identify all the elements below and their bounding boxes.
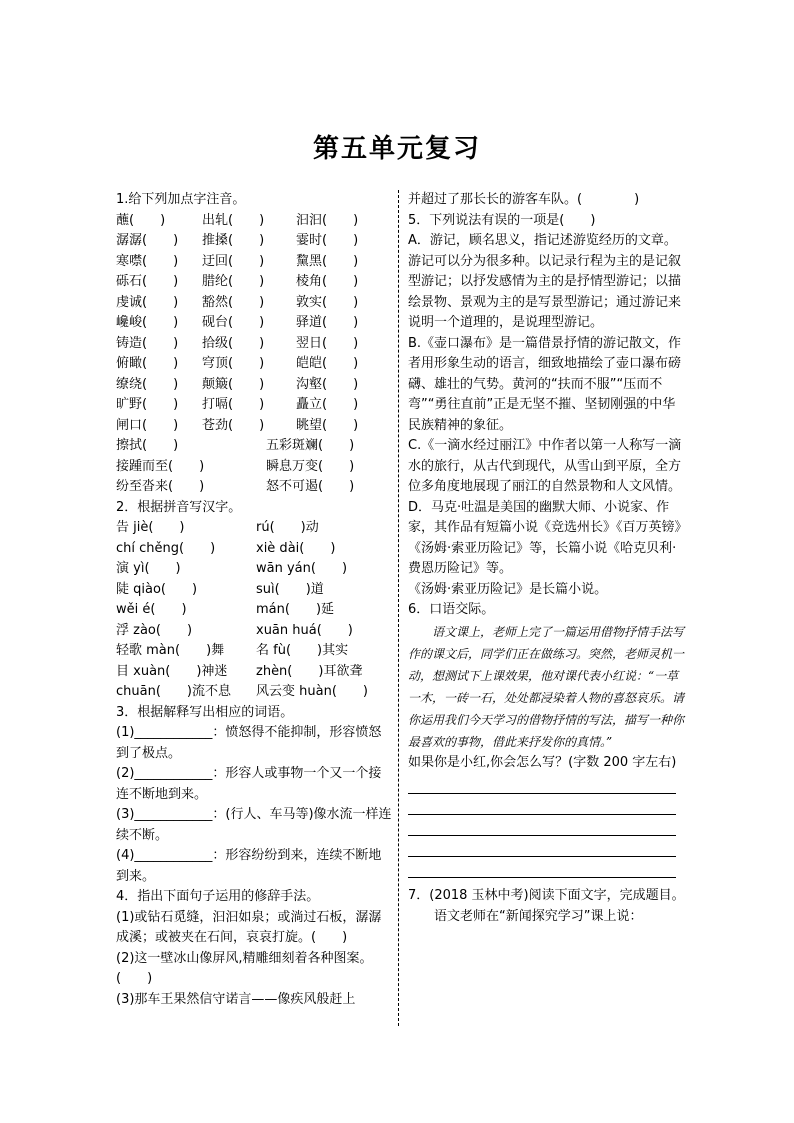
q1-item: 砚台( ) (202, 315, 265, 330)
q2-row (116, 518, 392, 539)
q2-row (116, 539, 392, 560)
q4-item: (3)那车王果然信守诺言——像疾风般赶上 (116, 991, 356, 1007)
q3-item: (3)____________：(行人、车马等)像水流一样连续不断。 (116, 807, 392, 843)
q1-item: 巉峻( ) (116, 315, 179, 330)
q1-row (116, 457, 392, 478)
q7-heading: 7．(2018 玉林中考)阅读下面文字，完成题目。 (408, 888, 685, 903)
q3-item: (2)____________：形容人或事物一个又一个接连不断地到来。 (116, 766, 382, 802)
q2-item: mán( )延 (256, 602, 335, 617)
q1-item: 穹顶( ) (202, 356, 265, 371)
q2-item: xuān huá( ) (256, 622, 353, 638)
q2-row (116, 662, 392, 683)
q1-item: 缭绕( ) (116, 376, 179, 392)
q1-item: 迂回( ) (202, 253, 265, 269)
q4-item: (2)这一壁冰山像屏风,精雕细刻着各种图案。( ) (116, 950, 373, 986)
q2-item: chuān( )流不息 (116, 684, 231, 699)
q6-heading: 6．口语交际。 (408, 602, 495, 617)
q1-row (116, 231, 392, 252)
q1-row (116, 416, 392, 437)
q2-item: 浮 zào( ) (116, 622, 193, 638)
q1-row (116, 293, 392, 314)
q5-heading: 5．下列说法有误的一项是( ) (408, 212, 596, 228)
q1-row (116, 272, 392, 293)
q2-item: chí chěng( ) (116, 540, 216, 556)
right-column (408, 190, 686, 927)
q5-note: 《汤姆·索亚历险记》是长篇小说。 (408, 581, 608, 597)
answer-line[interactable] (408, 836, 676, 857)
q2-heading: 2．根据拼音写汉字。 (116, 499, 242, 515)
q1-item: 皑皑( ) (296, 356, 359, 371)
q1-item: 眺望( ) (296, 417, 359, 433)
q1-item: 俯瞰( ) (116, 356, 179, 371)
q5-option-b: B.《壶口瀑布》是一篇借景抒情的游记散文，作者用形象生动的语言，细致地描绘了壶口瀑布磅礴、雄壮的气势。黄河的“扶而不服”“压而不弯”“勇往直前”正是无坚不摧、坚韧刚强的中华民族精神的象征。 (408, 335, 682, 433)
q2-item: xiè dài( ) (256, 540, 336, 556)
q1-row (116, 354, 392, 375)
q1-item: 怒不可遏( ) (266, 479, 355, 494)
q1-row (116, 375, 392, 396)
q2-item: 目 xuàn( )神迷 (116, 663, 228, 679)
q1-item: 拾级( ) (202, 335, 265, 351)
q2-item: zhèn( )耳欲聋 (256, 663, 363, 679)
q1-item: 驿道( ) (296, 315, 359, 330)
q1-item: 旷野( ) (116, 397, 179, 412)
q1-item: 推搡( ) (202, 233, 265, 248)
q1-item: 寒噤( ) (116, 253, 179, 269)
q1-item: 敦实( ) (296, 294, 359, 310)
q4-item: (1)或钻石觅缝，汩汩如泉；或淌过石板，潺潺成溪；或被夹在石间，哀哀打旋。( ) (116, 909, 382, 945)
q1-item: 苍劲( ) (202, 417, 265, 433)
q1-grid (116, 211, 392, 498)
q2-item: 名 fù( )其实 (256, 643, 349, 658)
q1-item: 棱角( ) (296, 274, 359, 289)
q1-row (116, 334, 392, 355)
q2-item: rú( )动 (256, 520, 319, 535)
q1-row (116, 252, 392, 273)
q1-item: 出轧( ) (202, 212, 265, 228)
q1-row (116, 436, 392, 457)
q2-grid (116, 518, 392, 703)
q1-item: 黧黑( ) (296, 253, 359, 269)
q1-item: 潺潺( ) (116, 233, 179, 248)
answer-line[interactable] (408, 773, 676, 794)
q6-passage: 语文课上，老师上完了一篇运用借物抒情手法写作的课文后，同学们正在做练习。突然，老师灵机一动，想测试下上课效果，他对课代表小红说：“一草一木，一砖一石，处处都浸染着人物的喜怒哀乐。请你运用我们今天学习的借物抒情的写法，描写一种你最喜欢的事物，借此来抒发你的真情。” (408, 624, 685, 749)
q2-item: 风云变 huàn( ) (256, 684, 368, 699)
answer-lines[interactable] (408, 773, 686, 878)
q1-item: 腊纶( ) (202, 274, 265, 289)
q5-option-d: D．马克·吐温是美国的幽默大师、小说家、作家，其作品有短篇小说《竞选州长》《百万英镑》《汤姆·索亚历险记》等，长篇小说《哈克贝利·费恩历险记》等。 (408, 499, 682, 576)
q5-option-c: C.《一滴水经过丽江》中作者以第一人称写一滴水的旅行，从古代到现代，从雪山到平原，全方位多角度地展现了丽江的自然景物和人文风情。 (408, 438, 682, 494)
q2-item: 告 jiè( ) (116, 520, 185, 535)
q3-item: (4)____________：形容纷纷到来，连续不断地到来。 (116, 848, 382, 884)
q3-heading: 3．根据解释写出相应的词语。 (116, 704, 294, 720)
q1-item: 矗立( ) (296, 397, 359, 412)
left-column (116, 190, 392, 1010)
q1-item: 汩汩( ) (296, 212, 359, 228)
q4-heading: 4．指出下面句子运用的修辞手法。 (116, 889, 320, 904)
q1-item: 豁然( ) (202, 294, 265, 310)
q3-item: (1)____________：愤怒得不能抑制，形容愤怒到了极点。 (116, 725, 382, 761)
answer-line[interactable] (408, 794, 676, 815)
q2-row (116, 600, 392, 621)
answer-line[interactable] (408, 815, 676, 836)
column-divider (398, 190, 399, 1026)
q1-item: 颠簸( ) (202, 376, 265, 392)
q2-item: wān yán( ) (256, 561, 348, 576)
q1-row (116, 395, 392, 416)
page-title: 第五单元复习 (312, 134, 481, 164)
q2-row (116, 621, 392, 642)
q2-row (116, 580, 392, 601)
q1-item: 纷至沓来( ) (116, 479, 205, 494)
q1-item: 翌日( ) (296, 335, 359, 351)
q2-row (116, 559, 392, 580)
q7-text: 语文老师在“新闻探究学习”课上说： (434, 908, 643, 924)
q1-item: 霎时( ) (296, 233, 359, 248)
q1-item: 打嗝( ) (202, 397, 265, 412)
q2-item: suì( )道 (256, 581, 324, 597)
q2-row (116, 641, 392, 662)
q2-item: 轻歌 màn( )舞 (116, 643, 225, 658)
q1-row (116, 211, 392, 232)
q5-option-a: A．游记，顾名思义，指记述游览经历的文章。游记可以分为很多种。以记录行程为主的是记叙型游记；以抒发感情为主的是抒情型游记；以描绘景物、景观为主的是写景型游记；通过游记来说明一个道理的，是说理型游记。 (408, 233, 682, 330)
q6-prompt: 如果你是小红,你会怎么写？(字数 200 字左右) (408, 754, 677, 770)
q1-item: 虔诚( ) (116, 294, 179, 310)
q2-item: 演 yì( ) (116, 561, 181, 576)
q2-row (116, 682, 392, 703)
q1-row (116, 477, 392, 498)
q1-item: 瞬息万变( ) (266, 458, 355, 474)
answer-line[interactable] (408, 857, 676, 878)
q1-row (116, 313, 392, 334)
q1-item: 五彩斑斓( ) (266, 438, 355, 453)
q2-item: 陡 qiào( ) (116, 581, 198, 597)
q4-continuation: 并超过了那长长的游客车队。( ) (408, 192, 640, 207)
q2-item: wěi é( ) (116, 602, 187, 617)
q1-item: 沟壑( ) (296, 376, 359, 392)
q1-item: 铸造( ) (116, 335, 179, 351)
q1-heading: 1.给下列加点字注音。 (116, 192, 246, 207)
q1-item: 闸口( ) (116, 417, 179, 433)
q1-item: 砾石( ) (116, 274, 179, 289)
q1-item: 擦拭( ) (116, 438, 179, 453)
q1-item: 接踵而至( ) (116, 458, 205, 474)
q1-item: 蘸( ) (116, 212, 166, 228)
